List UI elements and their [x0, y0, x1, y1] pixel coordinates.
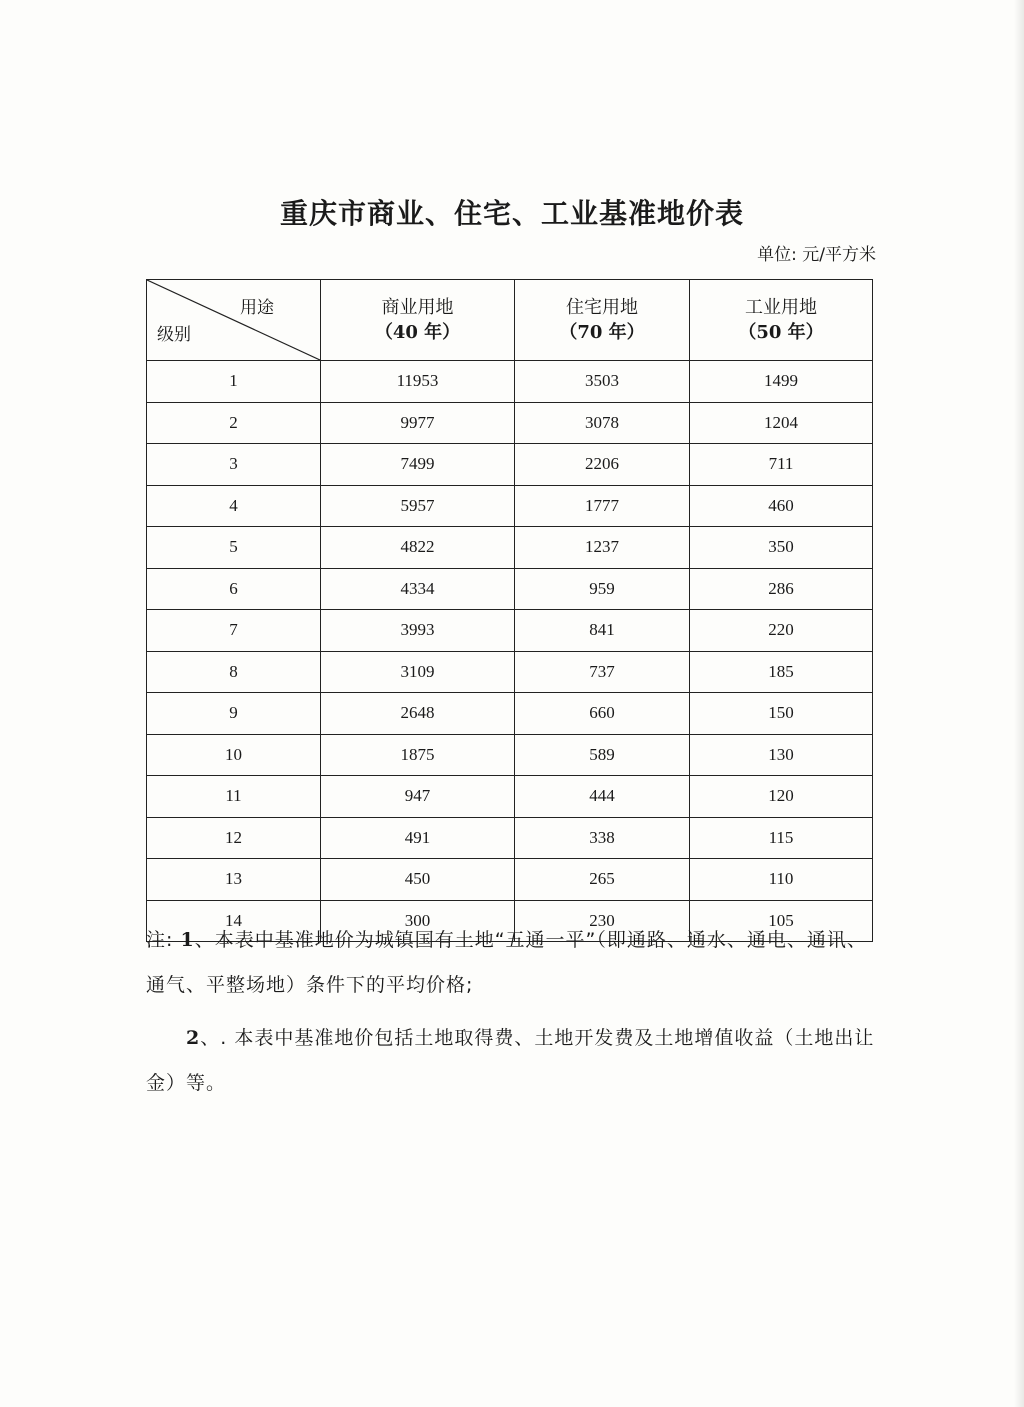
table-row [147, 693, 873, 735]
industrial-price-cell: 115 [690, 817, 873, 859]
corner-use-label: 用途 [240, 298, 274, 318]
commercial-price-cell: 7499 [321, 444, 515, 486]
industrial-price-cell: 350 [690, 527, 873, 569]
residential-price-cell: 841 [515, 610, 690, 652]
residential-price-cell: 3503 [515, 361, 690, 403]
residential-price-cell: 1777 [515, 485, 690, 527]
residential-price-cell: 230 [515, 900, 690, 942]
column-years: （50 年） [738, 322, 824, 343]
industrial-price-cell: 460 [690, 485, 873, 527]
industrial-price-cell: 130 [690, 734, 873, 776]
residential-price-cell: 2206 [515, 444, 690, 486]
note-2-text: 、. 本表中基准地价包括土地取得费、土地开发费及土地增值收益（土地出让金）等。 [146, 1027, 875, 1094]
column-name: 工业用地 [745, 297, 817, 318]
notes-section [146, 918, 876, 1106]
column-years: （40 年） [374, 322, 461, 343]
commercial-price-cell: 300 [321, 900, 515, 942]
level-cell: 1 [147, 361, 321, 403]
industrial-price-cell: 1204 [690, 402, 873, 444]
industrial-price-cell: 220 [690, 610, 873, 652]
industrial-price-cell: 105 [690, 900, 873, 942]
commercial-price-cell: 1875 [321, 734, 515, 776]
column-header-industrial [690, 280, 873, 361]
commercial-price-cell: 450 [321, 859, 515, 901]
table-row [147, 444, 873, 486]
commercial-price-cell: 11953 [321, 361, 515, 403]
residential-price-cell: 3078 [515, 402, 690, 444]
table-row [147, 485, 873, 527]
commercial-price-cell: 9977 [321, 402, 515, 444]
commercial-price-cell: 4334 [321, 568, 515, 610]
level-cell: 7 [147, 610, 321, 652]
residential-price-cell: 959 [515, 568, 690, 610]
level-cell: 4 [147, 485, 321, 527]
unit-label: 单位: 元/平方米 [757, 245, 876, 265]
note-1 [146, 918, 876, 1008]
industrial-price-cell: 185 [690, 651, 873, 693]
note-2-number: 2 [186, 1027, 201, 1049]
residential-price-cell: 444 [515, 776, 690, 818]
table-header [147, 280, 873, 361]
diagonal-corner-cell [147, 280, 321, 361]
industrial-price-cell: 120 [690, 776, 873, 818]
commercial-price-cell: 3993 [321, 610, 515, 652]
industrial-price-cell: 711 [690, 444, 873, 486]
table-row [147, 527, 873, 569]
commercial-price-cell: 5957 [321, 485, 515, 527]
diagonal-line [147, 280, 320, 360]
level-cell: 9 [147, 693, 321, 735]
level-cell: 2 [147, 402, 321, 444]
industrial-price-cell: 150 [690, 693, 873, 735]
commercial-price-cell: 491 [321, 817, 515, 859]
table-row [147, 776, 873, 818]
level-cell: 13 [147, 859, 321, 901]
column-name: 住宅用地 [566, 297, 638, 318]
column-name: 商业用地 [381, 297, 454, 318]
residential-price-cell: 265 [515, 859, 690, 901]
industrial-price-cell: 110 [690, 859, 873, 901]
page-title: 重庆市商业、住宅、工业基准地价表 [279, 197, 744, 230]
land-price-table-wrapper [146, 279, 872, 942]
column-header-commercial [321, 280, 515, 361]
table-row [147, 610, 873, 652]
level-cell: 5 [147, 527, 321, 569]
table-body [147, 361, 873, 942]
commercial-price-cell: 4822 [321, 527, 515, 569]
column-years: （70 年） [559, 322, 645, 343]
residential-price-cell: 589 [515, 734, 690, 776]
residential-price-cell: 1237 [515, 527, 690, 569]
level-cell: 6 [147, 568, 321, 610]
header-row [147, 280, 873, 361]
residential-price-cell: 737 [515, 651, 690, 693]
industrial-price-cell: 1499 [690, 361, 873, 403]
land-price-table [146, 279, 873, 942]
table-row [147, 361, 873, 403]
level-cell: 12 [147, 817, 321, 859]
note-1-number: 1 [180, 929, 195, 951]
table-row [147, 859, 873, 901]
table-row [147, 651, 873, 693]
corner-level-label: 级别 [157, 325, 191, 345]
level-cell: 8 [147, 651, 321, 693]
residential-price-cell: 338 [515, 817, 690, 859]
commercial-price-cell: 3109 [321, 651, 515, 693]
note-prefix: 注: [146, 929, 174, 951]
industrial-price-cell: 286 [690, 568, 873, 610]
table-row [147, 568, 873, 610]
residential-price-cell: 660 [515, 693, 690, 735]
level-cell: 11 [147, 776, 321, 818]
table-row [147, 817, 873, 859]
level-cell: 10 [147, 734, 321, 776]
level-cell: 14 [147, 900, 321, 942]
commercial-price-cell: 2648 [321, 693, 515, 735]
note-1-text: 、本表中基准地价为城镇国有土地“五通一平”（即通路、通水、通电、通讯、通气、平整场地）条件下的平均价格; [146, 929, 867, 996]
commercial-price-cell: 947 [321, 776, 515, 818]
level-cell: 3 [147, 444, 321, 486]
table-row [147, 402, 873, 444]
column-header-residential [515, 280, 690, 361]
table-row [147, 734, 873, 776]
note-2 [146, 1016, 876, 1106]
